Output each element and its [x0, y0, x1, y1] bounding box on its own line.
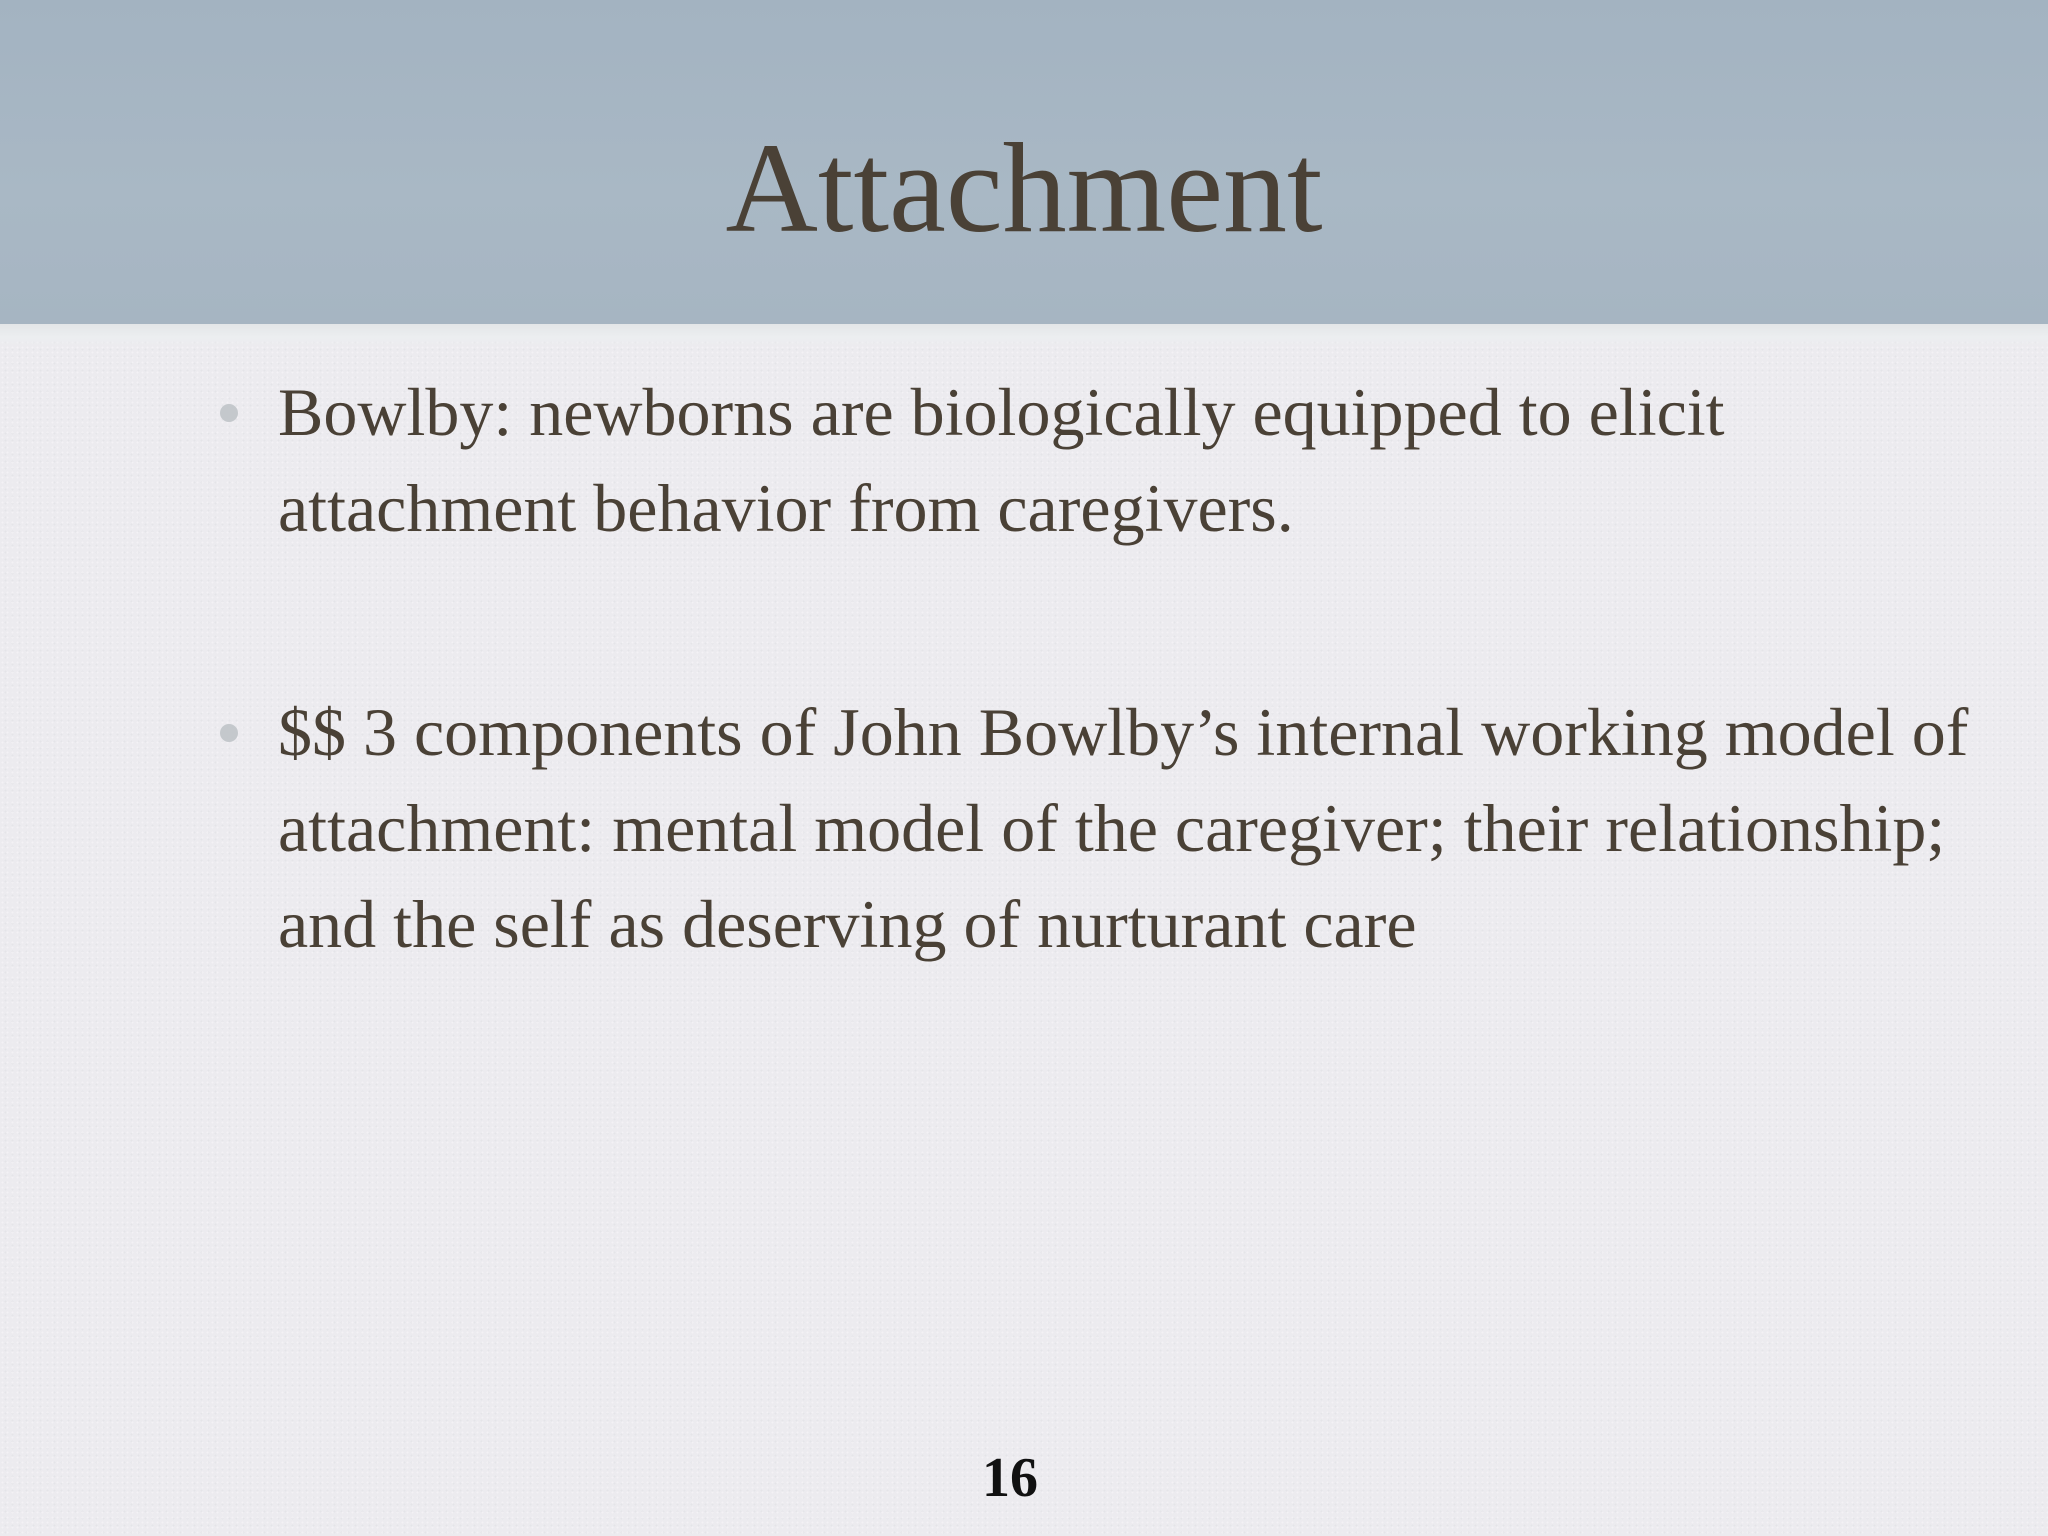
- bullet-item: [210, 364, 1970, 556]
- page-number: 16: [982, 1447, 1038, 1509]
- bullet-dot-icon: [220, 404, 238, 422]
- bullet-dot-icon: [220, 724, 238, 742]
- bullet-item: [210, 684, 1970, 972]
- bullet-list: [210, 364, 1970, 972]
- bullet-text: Bowlby: newborns are biologically equipped to elicit attachment behavior from caregivers.: [278, 374, 1725, 546]
- title-band-edge: [0, 324, 2048, 346]
- slide-title: Attachment: [725, 117, 1323, 259]
- bullet-text: $$ 3 components of John Bowlby’s internal working model of attachment: mental model of the caregiver; their relationship; and the self as deserving of nurturant care: [278, 694, 1969, 962]
